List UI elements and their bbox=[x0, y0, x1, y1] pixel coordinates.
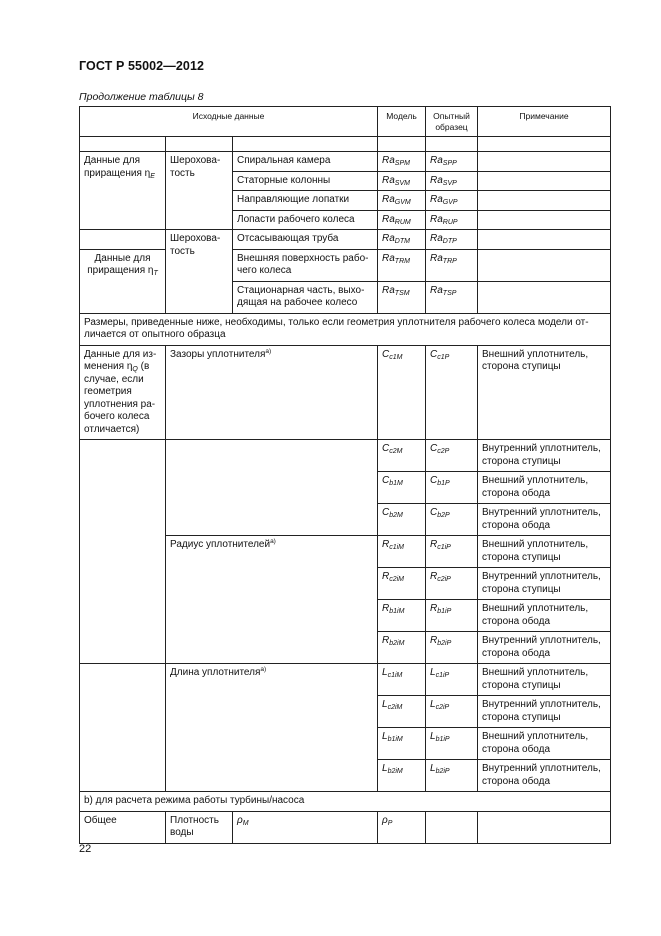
model-symbol: $L_{b1iM}$ bbox=[378, 728, 426, 760]
table-row bbox=[80, 230, 611, 250]
clearance-empty-cell bbox=[166, 440, 378, 536]
model-symbol: $R_{c2iM}$ bbox=[378, 568, 426, 600]
empty-cell bbox=[426, 811, 478, 843]
note-cell bbox=[478, 171, 611, 191]
proto-symbol: $Ra_{GVP}$ bbox=[426, 191, 478, 211]
proto-symbol: $Ra_{SPP}$ bbox=[426, 152, 478, 172]
header-input: Исходные данные bbox=[80, 107, 378, 137]
proto-symbol: $Ra_{SVP}$ bbox=[426, 171, 478, 191]
group-t-label: Данные для приращения $\eta_T$ bbox=[80, 249, 166, 313]
table-row bbox=[80, 152, 611, 172]
document-header: ГОСТ Р 55002—2012 bbox=[79, 59, 205, 73]
note-cell bbox=[478, 281, 611, 313]
proto-symbol: $R_{b1iP}$ bbox=[426, 600, 478, 632]
model-symbol: $C_{c1M}$ bbox=[378, 345, 426, 440]
group-q-label: Данные для из-менения $\eta_Q$ (в случае, если геометрия уплотнения ра-бочего колеса отличается) bbox=[80, 345, 166, 440]
group-t-empty-cell bbox=[80, 230, 166, 250]
general-symbol: $\rho_M$ bbox=[233, 811, 378, 843]
model-symbol: $L_{c1iM}$ bbox=[378, 664, 426, 696]
note-cell bbox=[478, 152, 611, 172]
section-b-heading: b) для расчета режима работы турбины/насоса bbox=[80, 792, 611, 812]
model-symbol: $Ra_{SPM}$ bbox=[378, 152, 426, 172]
note-cell bbox=[478, 210, 611, 230]
note-cell bbox=[478, 230, 611, 250]
proto-symbol: $L_{b1iP}$ bbox=[426, 728, 478, 760]
row-name: Направляющие лопатки bbox=[233, 191, 378, 211]
model-symbol: $Ra_{GVM}$ bbox=[378, 191, 426, 211]
model-symbol: $C_{b2M}$ bbox=[378, 504, 426, 536]
note-cell: Внутренний уплотнитель, сторона обода bbox=[478, 504, 611, 536]
note-cell: Внутренний уплотнитель, сторона обода bbox=[478, 632, 611, 664]
note-cell: Внешний уплотнитель, сторона ступицы bbox=[478, 345, 611, 440]
proto-symbol: $C_{c1P}$ bbox=[426, 345, 478, 440]
proto-symbol: $R_{c1iP}$ bbox=[426, 536, 478, 568]
note-cell bbox=[478, 191, 611, 211]
note-cell: Внешний уплотнитель, сторона ступицы bbox=[478, 664, 611, 696]
model-symbol: $C_{b1M}$ bbox=[378, 472, 426, 504]
proto-symbol: $\rho_P$ bbox=[378, 811, 426, 843]
proto-symbol: $R_{c2iP}$ bbox=[426, 568, 478, 600]
note-cell: Внешний уплотнитель, сторона обода bbox=[478, 600, 611, 632]
proto-symbol: $Ra_{TRP}$ bbox=[426, 249, 478, 281]
model-symbol: $R_{c1iM}$ bbox=[378, 536, 426, 568]
table-row bbox=[80, 664, 611, 696]
table-row bbox=[80, 440, 611, 472]
proto-symbol: $Ra_{DTP}$ bbox=[426, 230, 478, 250]
general-name: Плотность воды bbox=[166, 811, 233, 843]
row-name: Внешняя поверхность рабо-чего колеса bbox=[233, 249, 378, 281]
seal-note: Размеры, приведенные ниже, необходимы, только если геометрия уплотнителя рабочего колеса модели от-личается от опытного образца bbox=[80, 313, 611, 345]
row-name: Статорные колонны bbox=[233, 171, 378, 191]
proto-symbol: $L_{c2iP}$ bbox=[426, 696, 478, 728]
spacer-row bbox=[80, 137, 611, 152]
group-e-label: Данные для приращения $\eta_E$ bbox=[80, 152, 166, 230]
table-row bbox=[80, 249, 611, 281]
proto-symbol: $L_{c1iP}$ bbox=[426, 664, 478, 696]
row-name: Лопасти рабочего колеса bbox=[233, 210, 378, 230]
row-name: Стационарная часть, выхо-дящая на рабочее колесо bbox=[233, 281, 378, 313]
row-name: Отсасывающая труба bbox=[233, 230, 378, 250]
table-caption: Продолжение таблицы 8 bbox=[79, 91, 204, 103]
proto-symbol: $R_{b2iP}$ bbox=[426, 632, 478, 664]
table-row bbox=[80, 811, 611, 843]
note-cell: Внутренний уплотнитель, сторона ступицы bbox=[478, 440, 611, 472]
model-symbol: $L_{b2iM}$ bbox=[378, 760, 426, 792]
group-e-category: Шерохова-тость bbox=[166, 152, 233, 230]
proto-symbol: $C_{c2P}$ bbox=[426, 440, 478, 472]
group-t-category: Шерохова-тость bbox=[166, 230, 233, 314]
clearance-label: Зазоры уплотнителя$^{a)}$ bbox=[166, 345, 378, 440]
table-header-row bbox=[80, 107, 611, 137]
model-symbol: $L_{c2iM}$ bbox=[378, 696, 426, 728]
model-symbol: $Ra_{TRM}$ bbox=[378, 249, 426, 281]
header-model: Модель bbox=[378, 107, 426, 137]
proto-symbol: $C_{b1P}$ bbox=[426, 472, 478, 504]
note-cell: Внешний уплотнитель, сторона обода bbox=[478, 728, 611, 760]
model-symbol: $Ra_{DTM}$ bbox=[378, 230, 426, 250]
table-row bbox=[80, 792, 611, 812]
note-cell: Внешний уплотнитель, сторона ступицы bbox=[478, 536, 611, 568]
table-row bbox=[80, 345, 611, 440]
group-q-empty-cell bbox=[80, 664, 166, 792]
group-q-empty-cell bbox=[80, 440, 166, 664]
note-cell: Внутренний уплотнитель, сторона ступицы bbox=[478, 568, 611, 600]
radius-label: Радиус уплотнителей$^{a)}$ bbox=[166, 536, 378, 664]
model-symbol: $C_{c2M}$ bbox=[378, 440, 426, 472]
proto-symbol: $Ra_{RUP}$ bbox=[426, 210, 478, 230]
note-cell: Внутренний уплотнитель, сторона ступицы bbox=[478, 696, 611, 728]
note-cell: Внешний уплотнитель, сторона обода bbox=[478, 472, 611, 504]
model-symbol: $Ra_{SVM}$ bbox=[378, 171, 426, 191]
model-symbol: $R_{b1iM}$ bbox=[378, 600, 426, 632]
proto-symbol: $C_{b2P}$ bbox=[426, 504, 478, 536]
model-symbol: $Ra_{RUM}$ bbox=[378, 210, 426, 230]
note-cell bbox=[478, 249, 611, 281]
header-prototype: Опытный образец bbox=[426, 107, 478, 137]
header-note: Примечание bbox=[478, 107, 611, 137]
note-cell: Внутренний уплотнитель, сторона обода bbox=[478, 760, 611, 792]
note-cell bbox=[478, 811, 611, 843]
proto-symbol: $Ra_{TSP}$ bbox=[426, 281, 478, 313]
page-number: 22 bbox=[79, 843, 92, 855]
general-group: Общее bbox=[80, 811, 166, 843]
row-name: Спиральная камера bbox=[233, 152, 378, 172]
length-label: Длина уплотнителя$^{a)}$ bbox=[166, 664, 378, 792]
proto-symbol: $L_{b2iP}$ bbox=[426, 760, 478, 792]
model-symbol: $Ra_{TSM}$ bbox=[378, 281, 426, 313]
table-row bbox=[80, 313, 611, 345]
model-symbol: $R_{b2iM}$ bbox=[378, 632, 426, 664]
data-table bbox=[79, 106, 611, 844]
